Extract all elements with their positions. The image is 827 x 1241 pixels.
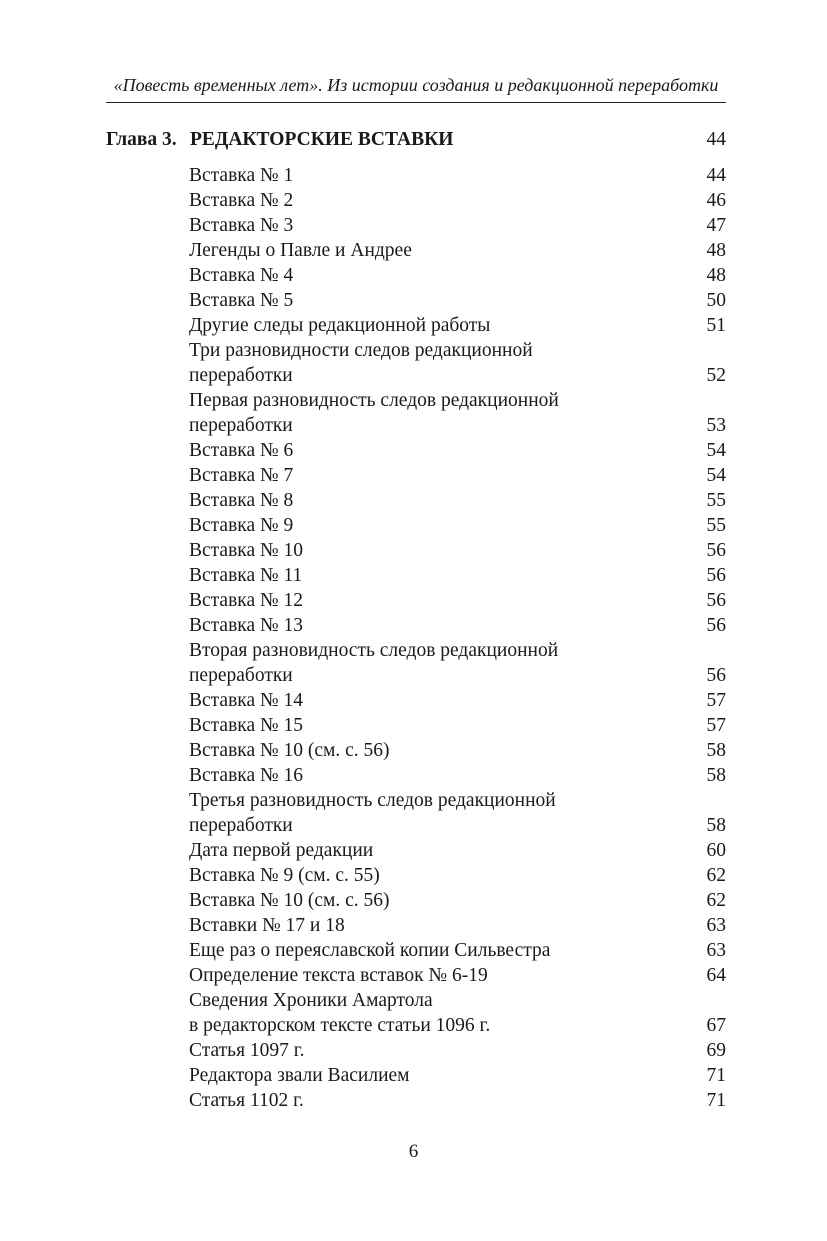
toc-entry — [189, 588, 726, 613]
toc-entry — [189, 563, 726, 588]
toc-entry — [189, 988, 726, 1038]
toc-entry-title: Три разновидности следов редакционной — [189, 340, 533, 361]
toc-entry — [189, 238, 726, 263]
toc-entry — [189, 288, 726, 313]
toc-entry-page: 71 — [706, 1065, 726, 1086]
toc-entry — [189, 1063, 726, 1088]
toc-entry-page: 71 — [706, 1090, 726, 1111]
toc-entry-page: 58 — [706, 815, 726, 836]
toc-entry-title: Вставка № 5 — [189, 290, 294, 311]
toc-entry-title: Вставка № 14 — [189, 690, 303, 711]
toc-entry-page: 67 — [706, 1015, 726, 1036]
toc-entry — [189, 313, 726, 338]
toc-entry — [189, 488, 726, 513]
toc-entry — [189, 188, 726, 213]
toc-entry-title: в редакторском тексте статьи 1096 г. — [189, 1015, 491, 1036]
toc-entry-title: Легенды о Павле и Андрее — [189, 240, 412, 261]
toc-entry — [189, 613, 726, 638]
toc-entry-title: Третья разновидность следов редакционной — [189, 790, 556, 811]
toc-entry-title: Вставка № 16 — [189, 765, 303, 786]
toc-entry — [189, 213, 726, 238]
toc-entry — [189, 963, 726, 988]
toc-entry-page: 62 — [706, 865, 726, 886]
toc-entry-page: 44 — [706, 165, 726, 186]
toc-entry-page: 56 — [706, 665, 726, 686]
toc-entry-title: Вставка № 7 — [189, 465, 294, 486]
toc-entry-title: Определение текста вставок № 6-19 — [189, 965, 488, 986]
table-of-contents — [189, 163, 726, 1113]
toc-entry — [189, 713, 726, 738]
toc-entry — [189, 638, 726, 688]
toc-entry-page: 64 — [706, 965, 726, 986]
toc-entry-title: Вставка № 10 (см. с. 56) — [189, 740, 390, 761]
toc-entry-page: 56 — [706, 590, 726, 611]
toc-entry-title: переработки — [189, 665, 293, 686]
toc-entry-title: Вставка № 13 — [189, 615, 303, 636]
toc-entry-page: 58 — [706, 765, 726, 786]
toc-entry — [189, 513, 726, 538]
toc-entry-title: переработки — [189, 415, 293, 436]
chapter-heading — [106, 127, 726, 152]
toc-entry-page: 55 — [706, 515, 726, 536]
toc-entry-title: Вставка № 10 (см. с. 56) — [189, 890, 390, 911]
toc-entry-title: Вставка № 9 (см. с. 55) — [189, 865, 380, 886]
toc-entry — [189, 763, 726, 788]
toc-entry-page: 54 — [706, 440, 726, 461]
toc-entry — [189, 888, 726, 913]
toc-entry-title: Другие следы редакционной работы — [189, 315, 491, 336]
page-number: 6 — [408, 1141, 419, 1162]
toc-entry-title: переработки — [189, 815, 293, 836]
toc-entry-title: Вставка № 8 — [189, 490, 294, 511]
toc-entry-title: Вставка № 2 — [189, 190, 294, 211]
toc-entry-title: Сведения Хроники Амартола — [189, 990, 433, 1011]
toc-entry — [189, 738, 726, 763]
toc-entry-title: Вставка № 6 — [189, 440, 294, 461]
toc-entry-title: Вставки № 17 и 18 — [189, 915, 345, 936]
toc-entry — [189, 463, 726, 488]
toc-entry — [189, 263, 726, 288]
toc-entry-title: переработки — [189, 365, 293, 386]
toc-entry-page: 48 — [706, 265, 726, 286]
toc-entry-title: Вставка № 15 — [189, 715, 303, 736]
toc-entry-page: 56 — [706, 565, 726, 586]
chapter-page-number: 44 — [706, 129, 726, 150]
toc-entry — [189, 863, 726, 888]
toc-entry-page: 53 — [706, 415, 726, 436]
toc-entry-title: Вставка № 10 — [189, 540, 303, 561]
toc-entry — [189, 838, 726, 863]
toc-entry — [189, 788, 726, 838]
toc-entry-page: 57 — [706, 715, 726, 736]
toc-entry — [189, 913, 726, 938]
chapter-label: Глава 3. — [106, 129, 177, 150]
toc-entry-title: Дата первой редакции — [189, 840, 374, 861]
running-head: «Повесть временных лет». Из истории создания и редакционной переработки — [113, 75, 719, 95]
toc-entry-title: Статья 1097 г. — [189, 1040, 305, 1061]
toc-entry-title: Вторая разновидность следов редакционной — [189, 640, 559, 661]
toc-entry — [189, 338, 726, 388]
toc-entry-page: 55 — [706, 490, 726, 511]
toc-entry-title: Статья 1102 г. — [189, 1090, 304, 1111]
toc-entry-title: Вставка № 4 — [189, 265, 294, 286]
toc-entry-title: Вставка № 9 — [189, 515, 294, 536]
toc-entry-title: Вставка № 3 — [189, 215, 294, 236]
toc-entry-title: Вставка № 12 — [189, 590, 303, 611]
header-rule — [106, 102, 726, 103]
toc-entry-page: 57 — [706, 690, 726, 711]
toc-entry — [189, 1088, 726, 1113]
toc-entry-page: 60 — [706, 840, 726, 861]
toc-entry-page: 58 — [706, 740, 726, 761]
toc-entry-page: 47 — [706, 215, 726, 236]
toc-entry — [189, 163, 726, 188]
toc-entry-page: 50 — [706, 290, 726, 311]
toc-entry-title: Еще раз о переяславской копии Сильвестра — [189, 940, 551, 961]
toc-entry-page: 63 — [706, 940, 726, 961]
chapter-title: РЕДАКТОРСКИЕ ВСТАВКИ — [190, 129, 454, 150]
toc-entry-page: 56 — [706, 540, 726, 561]
toc-entry-title: Редактора звали Василием — [189, 1065, 410, 1086]
toc-entry-page: 63 — [706, 915, 726, 936]
toc-entry-page: 56 — [706, 615, 726, 636]
toc-entry-title: Вставка № 11 — [189, 565, 303, 586]
toc-entry-page: 69 — [706, 1040, 726, 1061]
toc-entry-title: Первая разновидность следов редакционной — [189, 390, 559, 411]
toc-entry-page: 48 — [706, 240, 726, 261]
toc-entry — [189, 688, 726, 713]
toc-entry-page: 62 — [706, 890, 726, 911]
toc-entry — [189, 538, 726, 563]
toc-entry-page: 54 — [706, 465, 726, 486]
toc-entry-page: 51 — [706, 315, 726, 336]
toc-entry-page: 46 — [706, 190, 726, 211]
toc-entry-page: 52 — [706, 365, 726, 386]
toc-entry — [189, 388, 726, 438]
toc-entry — [189, 938, 726, 963]
toc-entry-title: Вставка № 1 — [189, 165, 294, 186]
toc-entry — [189, 1038, 726, 1063]
toc-entry — [189, 438, 726, 463]
